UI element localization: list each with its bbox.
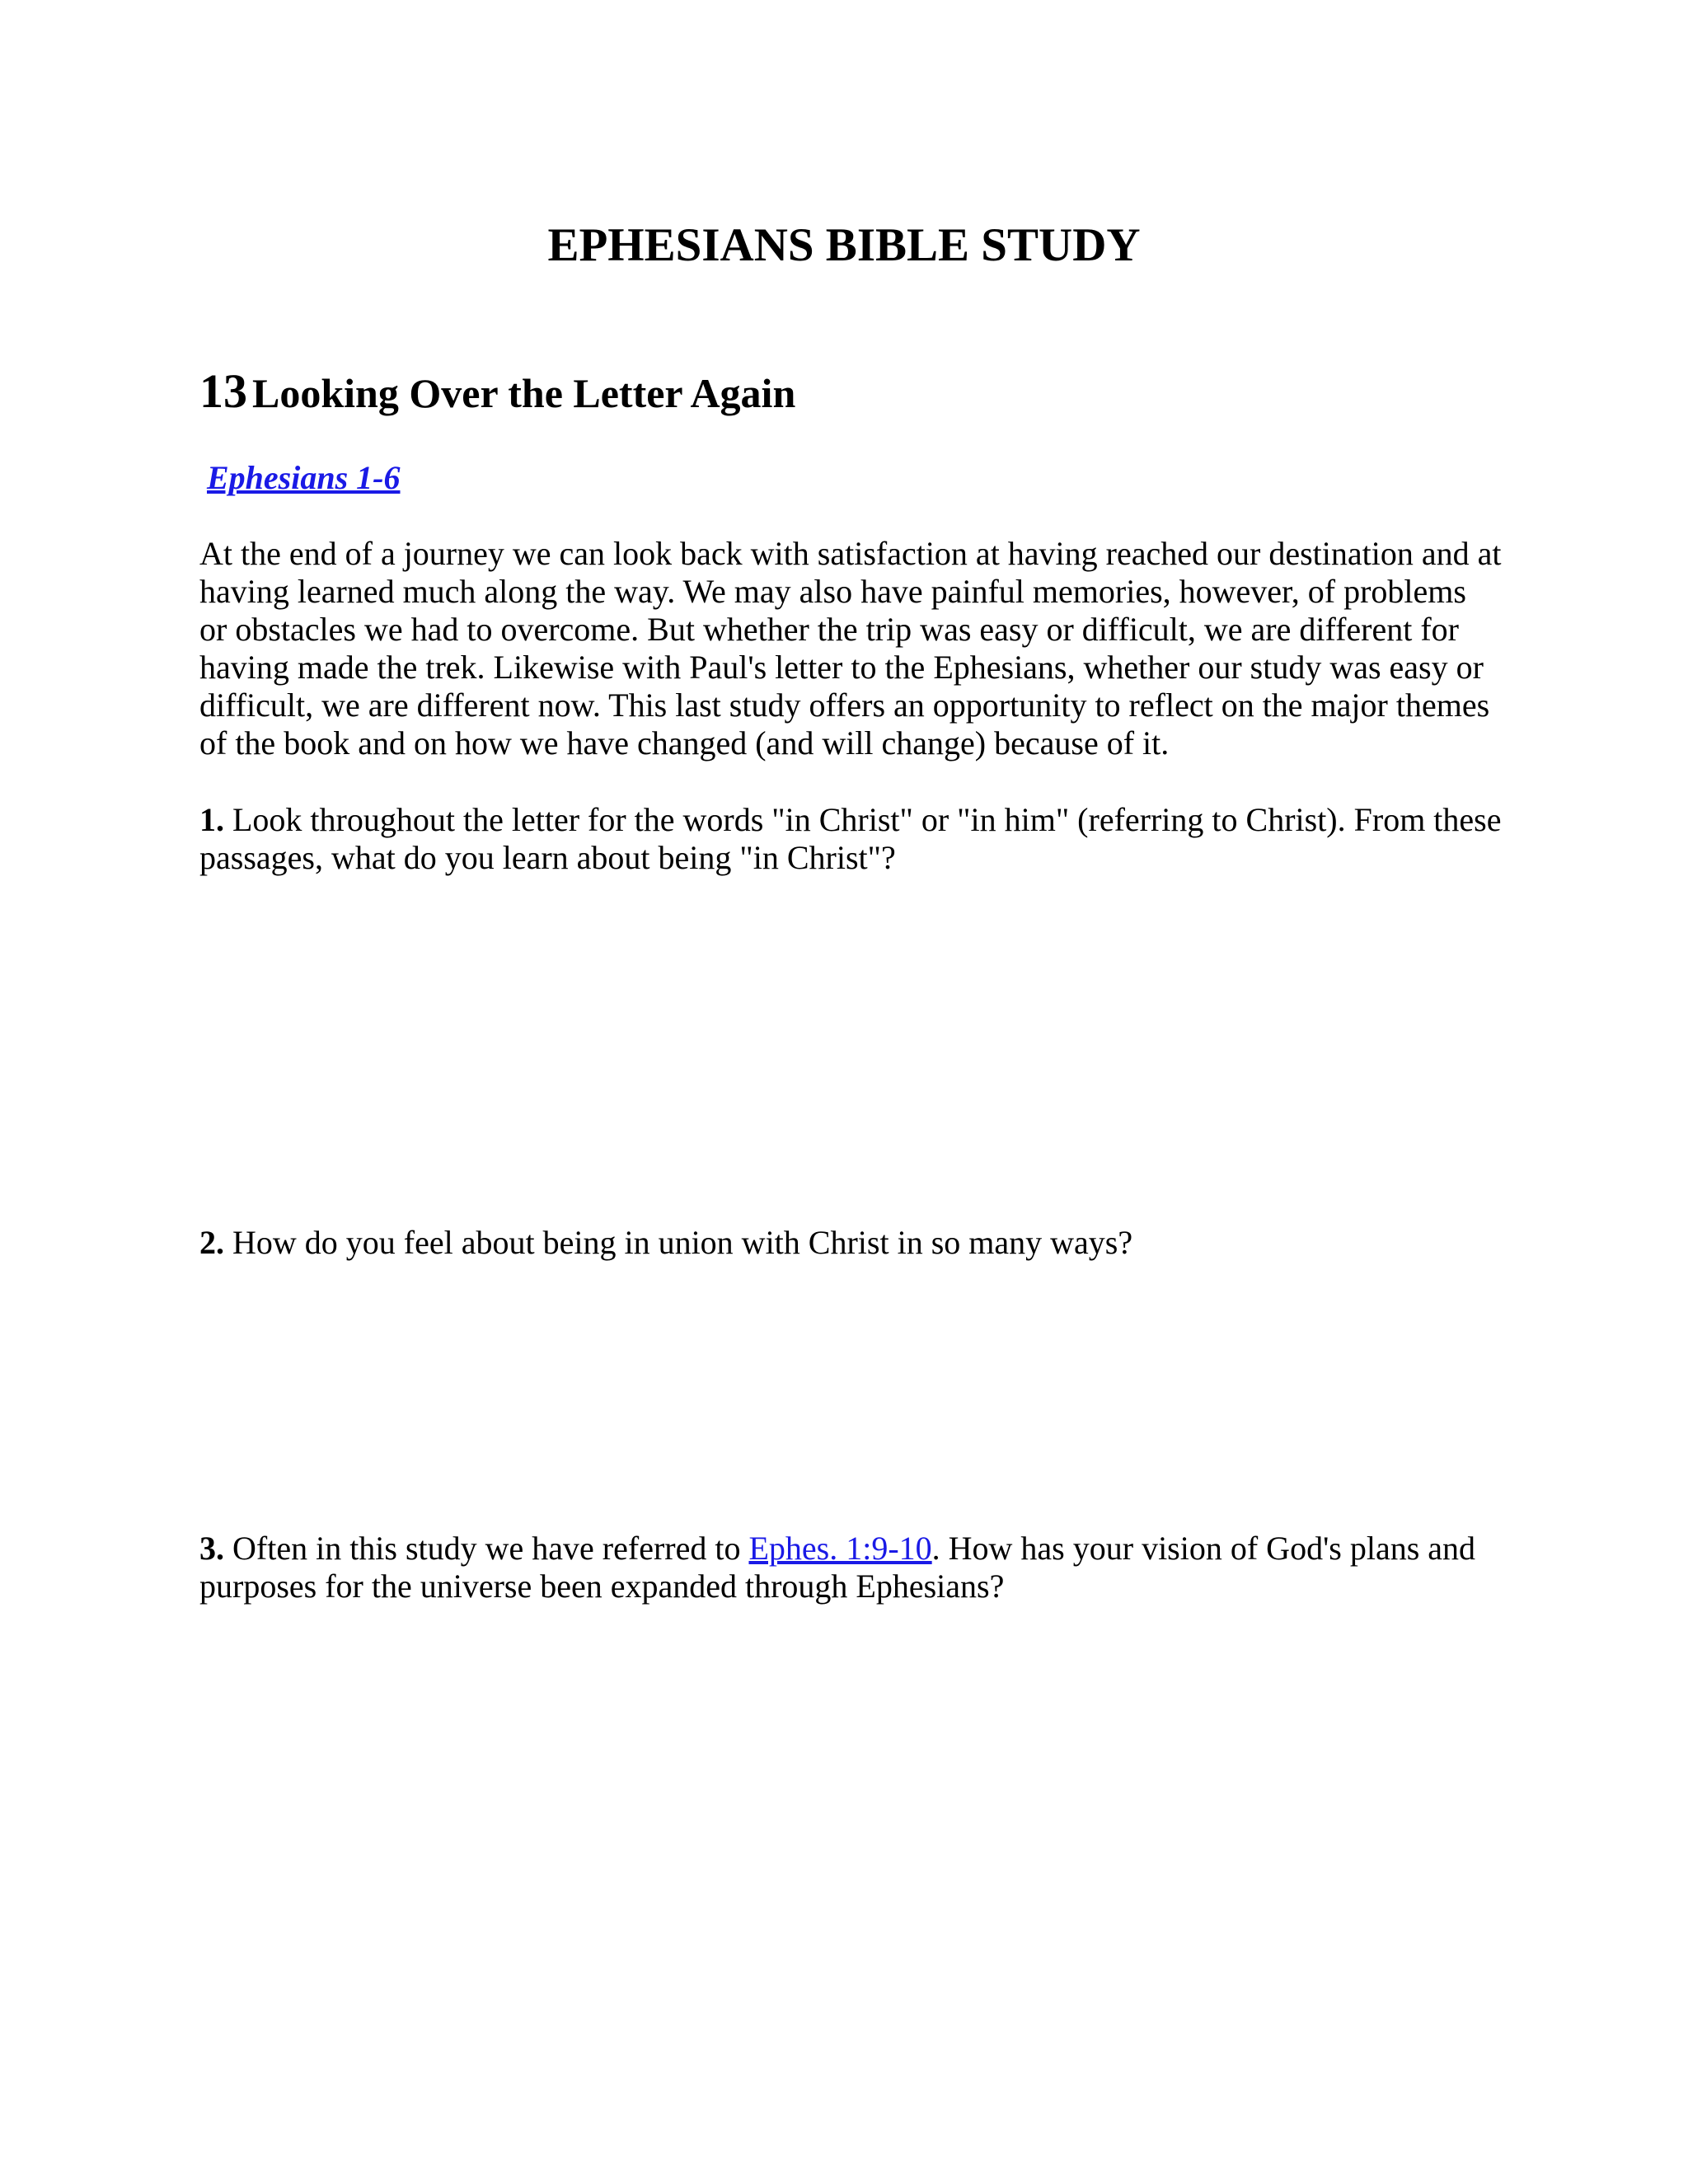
question-2 [199, 1224, 1502, 1262]
question-3 [199, 1530, 1502, 1605]
question-text: Look throughout the letter for the words "in Christ" or "in him" (referring to Christ). From these passages, what do you learn about being "in Christ"? [199, 801, 1502, 876]
question-1 [199, 801, 1502, 877]
lesson-heading [199, 363, 795, 430]
lesson-number: 13 [199, 364, 247, 418]
question-number: 3. [199, 1530, 224, 1567]
scripture-reference-link[interactable]: Ephesians 1-6 [207, 459, 401, 496]
ephes-1-9-10-link[interactable]: Ephes. 1:9-10 [748, 1530, 932, 1567]
question-text-after-link: . How has your vision of God's plans and purposes for the universe been expanded through Ephesians? [199, 1530, 1476, 1605]
intro-paragraph: At the end of a journey we can look back with satisfaction at having reached our destination and at having learned much along the way. We may also have painful memories, however, of problems or obstacles we had to overcome. But whether the trip was easy or difficult, we are different for having made the trek. Likewise with Paul's letter to the Ephesians, whether our study was easy or difficult, we are different now. This last study offers an opportunity to reflect on the major themes of the book and on how we have changed (and will change) because of it. [199, 535, 1502, 762]
question-number: 1. [199, 801, 224, 838]
question-number: 2. [199, 1224, 224, 1261]
question-text: How do you feel about being in union with Christ in so many ways? [224, 1224, 1133, 1261]
lesson-title: Looking Over the Letter Again [252, 370, 796, 416]
question-text-before-link: Often in this study we have referred to [224, 1530, 749, 1567]
document-title: EPHESIANS BIBLE STUDY [547, 219, 1141, 271]
